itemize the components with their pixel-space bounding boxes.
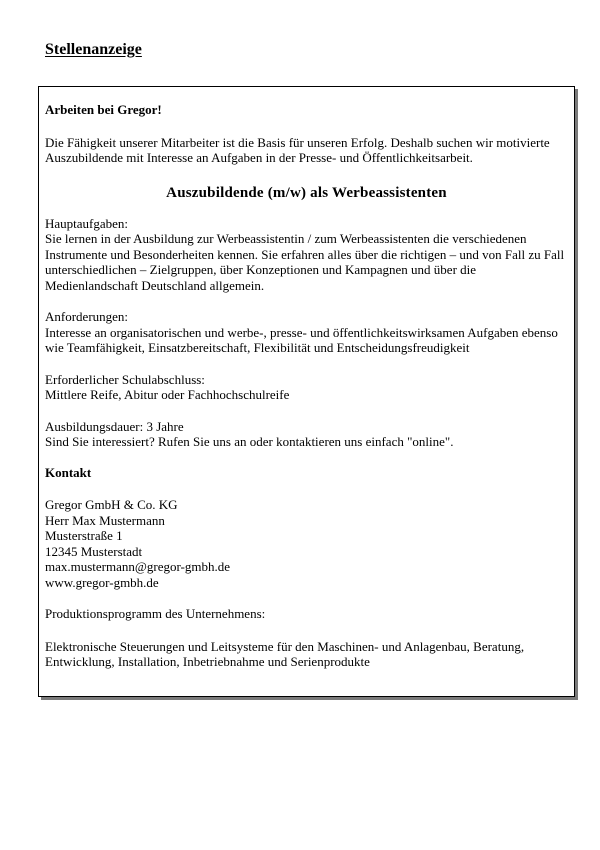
school-label: Erforderlicher Schulabschluss: xyxy=(45,371,205,387)
tasks-section xyxy=(45,216,568,294)
duration-section xyxy=(45,419,568,450)
contact-city: 12345 Musterstadt xyxy=(45,543,143,559)
requirements-text: Interesse an organisatorischen und werbe-, presse- und öffentlichkeitswirksamen Aufgaben ebenso wie Teamfähigkeit, Einsatzbereitschaft, Flexibilität und Entscheidungsfreudigkeit xyxy=(45,324,558,355)
job-ad-box xyxy=(38,86,575,697)
contact-block xyxy=(45,497,568,590)
page-heading: Stellenanzeige xyxy=(45,41,142,58)
school-text: Mittlere Reife, Abitur oder Fachhochschulreife xyxy=(45,387,290,402)
contact-street: Musterstraße 1 xyxy=(45,528,123,543)
intro-title: Arbeiten bei Gregor! xyxy=(45,102,162,117)
duration-text: Ausbildungsdauer: 3 Jahre xyxy=(45,418,184,434)
position-title: Auszubildende (m/w) als Werbeassistenten xyxy=(166,184,447,201)
tasks-text: Sie lernen in der Ausbildung zur Werbeassistentin / zum Werbeassistenten die verschiedenen Instrumente und Besonderheiten kennen. Sie erfahren alles über die richtigen – und von Fall zu Fall unterschiedlichen – Zielgruppen, über Konzeptionen und Kampagnen und über die Medienlandschaft Deutschland allgemein. xyxy=(45,231,565,293)
contact-email: max.mustermann@gregor-gmbh.de xyxy=(45,559,230,574)
contact-label: Kontakt xyxy=(45,464,92,480)
requirements-section xyxy=(45,309,568,356)
contact-website: www.gregor-gmbh.de xyxy=(45,574,159,590)
intro-text: Die Fähigkeit unserer Mitarbeiter ist die Basis für unseren Erfolg. Deshalb suchen wir motivierte Auszubildende mit Interesse an Aufgaben in der Presse- und Öffentlichkeitsarbeit. xyxy=(45,134,550,165)
tasks-label: Hauptaufgaben: xyxy=(45,215,129,231)
contact-company: Gregor GmbH & Co. KG xyxy=(45,497,178,512)
requirements-label: Anforderungen: xyxy=(45,309,129,324)
program-text: Elektronische Steuerungen und Leitsysteme für den Maschinen- und Anlagenbau, Beratung, Entwicklung, Installation, Inbetriebnahme und Serienprodukte xyxy=(45,638,525,669)
program-label: Produktionsprogramm des Unternehmens: xyxy=(45,606,266,621)
school-section xyxy=(45,372,568,403)
contact-person: Herr Max Mustermann xyxy=(45,512,165,528)
call-to-action: Sind Sie interessiert? Rufen Sie uns an oder kontaktieren uns einfach "online". xyxy=(45,434,454,449)
